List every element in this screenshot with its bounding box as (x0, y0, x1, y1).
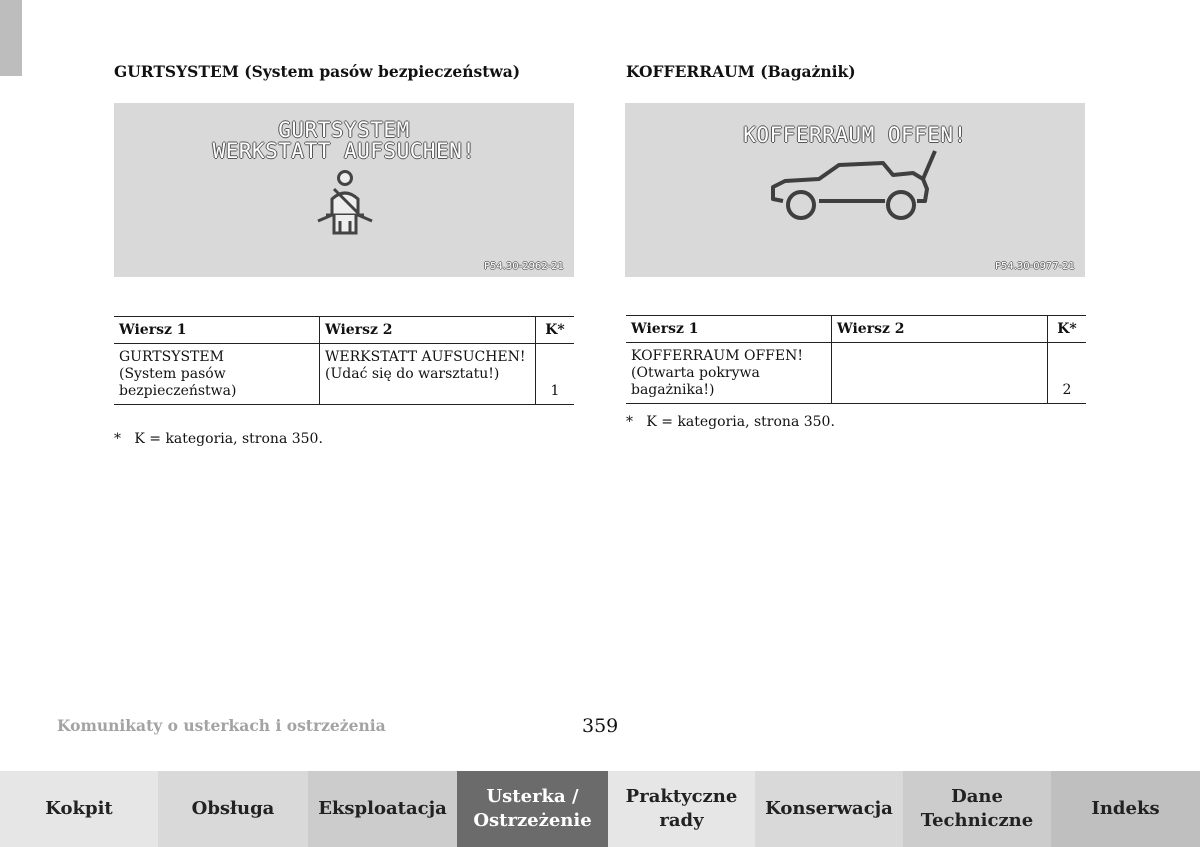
cell-wiersz1: KOFFERRAUM OFFEN! (Otwarta pokrywa bagażnika!) (626, 343, 832, 404)
section-title-kofferraum: KOFFERRAUM (Bagażnik) (626, 62, 856, 81)
cell-k: 1 (536, 344, 575, 405)
column-header-wiersz2: Wiersz 2 (832, 316, 1048, 343)
nav-tab-obsluga[interactable]: Obsługa (158, 771, 308, 847)
cell-k: 2 (1048, 343, 1087, 404)
message-table-kofferraum (626, 315, 1086, 404)
display-image-kofferraum (625, 103, 1085, 277)
section-marker-tab (0, 0, 22, 76)
image-code: P54.30-0977-21 (994, 261, 1075, 272)
display-line-2: WERKSTATT AUFSUCHEN! (212, 139, 476, 163)
footer-section-title: Komunikaty o usterkach i ostrzeżenia (57, 716, 386, 735)
table-row (114, 344, 574, 405)
nav-tab-dane-techniczne[interactable]: Dane Techniczne (903, 771, 1051, 847)
bottom-navigation (0, 771, 1200, 847)
car-open-trunk-icon (767, 149, 947, 229)
table-row (626, 343, 1086, 404)
column-header-k: K* (1048, 316, 1087, 343)
cell-wiersz2: WERKSTATT AUFSUCHEN! (Udać się do warsztatu!) (320, 344, 536, 405)
nav-tab-konserwacja[interactable]: Konserwacja (755, 771, 903, 847)
display-image-gurtsystem (114, 103, 574, 277)
column-header-wiersz1: Wiersz 1 (626, 316, 832, 343)
display-line-1: GURTSYSTEM (278, 118, 410, 142)
image-code: P54.30-2962-21 (483, 261, 564, 272)
nav-tab-usterka-ostrzezenie[interactable]: Usterka / Ostrzeżenie (457, 771, 608, 847)
column-header-wiersz1: Wiersz 1 (114, 317, 320, 344)
footnote: * K = kategoria, strona 350. (114, 431, 323, 447)
nav-tab-eksploatacja[interactable]: Eksploatacja (308, 771, 457, 847)
seatbelt-icon (314, 169, 376, 237)
section-title-gurtsystem: GURTSYSTEM (System pasów bezpieczeństwa) (114, 62, 521, 81)
nav-tab-kokpit[interactable]: Kokpit (0, 771, 158, 847)
footnote: * K = kategoria, strona 350. (626, 414, 835, 430)
cell-wiersz1: GURTSYSTEM (System pasów bezpieczeństwa) (114, 344, 320, 405)
nav-tab-praktyczne-rady[interactable]: Praktyczne rady (608, 771, 755, 847)
column-header-wiersz2: Wiersz 2 (320, 317, 536, 344)
message-table-gurtsystem (114, 316, 574, 405)
nav-tab-indeks[interactable]: Indeks (1051, 771, 1200, 847)
cell-wiersz2 (832, 343, 1048, 404)
page-number: 359 (582, 715, 619, 737)
display-line-1: KOFFERRAUM OFFEN! (743, 123, 967, 147)
column-header-k: K* (536, 317, 575, 344)
